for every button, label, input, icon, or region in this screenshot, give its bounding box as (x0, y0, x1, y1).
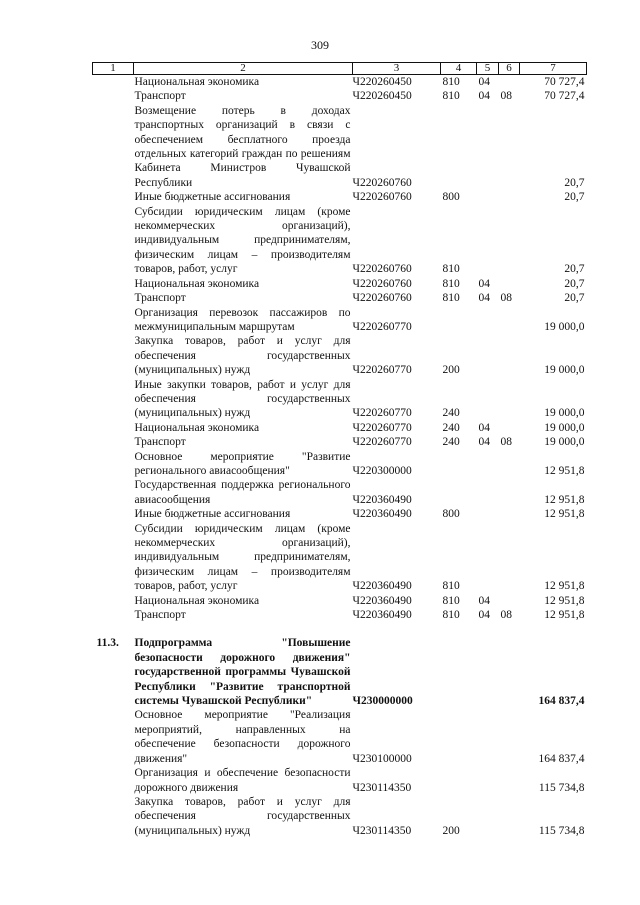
item-name: Иные бюджетные ассигнования (134, 191, 291, 204)
table-row (93, 766, 587, 795)
subsection-code (499, 450, 520, 479)
section-code (477, 795, 499, 838)
page-number: 309 (311, 38, 329, 52)
expense-type: 810 (442, 263, 460, 276)
target-code: Ч220260760 (352, 263, 412, 276)
amount: 164 837,4 (538, 695, 585, 708)
section-code: 04 (478, 76, 490, 88)
target-code: Ч220260770 (352, 320, 412, 333)
table-row (93, 522, 587, 594)
table-row (93, 478, 587, 507)
expense-type (441, 636, 477, 708)
target-code: Ч220360490 (352, 493, 412, 506)
target-code: Ч220260450 (352, 76, 412, 88)
item-name: Основное мероприятие "Развитие регионального авиасообщения" (134, 450, 351, 477)
target-code: Ч220260450 (352, 90, 412, 103)
target-code: Ч220260770 (352, 421, 412, 434)
table-row (93, 205, 587, 277)
expense-type: 240 (442, 436, 460, 449)
amount: 20,7 (564, 292, 585, 305)
item-name: Транспорт (134, 90, 186, 103)
amount: 19 000,0 (544, 421, 585, 434)
subsection-code (499, 594, 520, 608)
expense-type: 810 (442, 594, 460, 607)
target-code: Ч220360490 (352, 609, 412, 622)
amount: 12 951,8 (544, 508, 585, 521)
target-code: Ч230100000 (352, 752, 412, 765)
amount: 20,7 (564, 191, 585, 204)
expense-type (441, 306, 477, 335)
section-code (477, 190, 499, 204)
section-number (93, 291, 134, 305)
expense-type (441, 104, 477, 190)
section-code: 04 (478, 90, 490, 103)
table-row (93, 291, 587, 305)
section-code (477, 507, 499, 521)
target-code: Ч220360490 (352, 580, 412, 593)
subsection-code: 08 (500, 292, 512, 305)
item-name: Основное мероприятие "Реализация мероприятий, направленных на обеспечение безопасности дорожного движения" (134, 709, 351, 765)
section-code (477, 450, 499, 479)
table-row (93, 507, 587, 521)
target-code: Ч220260760 (352, 277, 412, 290)
table-row (93, 190, 587, 204)
expense-type (441, 708, 477, 766)
subsection-code (499, 334, 520, 377)
amount: 12 951,8 (544, 594, 585, 607)
expense-type: 810 (442, 90, 460, 103)
target-code: Ч220260760 (352, 191, 412, 204)
target-code: Ч220360490 (352, 594, 412, 607)
budget-table (92, 62, 587, 838)
subsection-code (499, 378, 520, 421)
amount: 70 727,4 (544, 76, 585, 88)
section-number (93, 89, 134, 103)
table-body (93, 75, 587, 839)
expense-type (441, 478, 477, 507)
target-code: Ч220260760 (352, 292, 412, 305)
section-number (93, 306, 134, 335)
section-number (93, 795, 134, 838)
item-name: Субсидии юридическим лицам (кроме некоммерческих организаций), индивидуальным предпринимателям, физическим лицам – производителям товаров, работ, услуг (134, 205, 351, 276)
section-number (93, 378, 134, 421)
section-number (93, 205, 134, 277)
target-code: Ч230114350 (352, 781, 412, 794)
expense-type: 810 (442, 76, 460, 88)
section-number (93, 594, 134, 608)
section-number (93, 334, 134, 377)
table-row (93, 708, 587, 766)
item-name: Национальная экономика (134, 421, 260, 434)
subsection-code (499, 522, 520, 594)
amount: 115 734,8 (538, 781, 585, 794)
amount: 19 000,0 (544, 436, 585, 449)
expense-type: 200 (442, 824, 460, 837)
item-name: Иные бюджетные ассигнования (134, 508, 291, 521)
section-number: 11.3. (96, 637, 119, 650)
item-name: Национальная экономика (134, 594, 260, 607)
amount: 12 951,8 (544, 609, 585, 622)
subsection-code (499, 478, 520, 507)
expense-type: 200 (442, 364, 460, 377)
section-number (93, 608, 134, 622)
item-name: Возмещение потерь в доходах транспортных организаций в связи с обеспечением бесплатного проезда отдельных категорий граждан по решениям Кабинета Министров Чувашской Республики (134, 104, 351, 189)
section-code (477, 378, 499, 421)
header-col-4: 4 (441, 63, 477, 75)
section-code: 04 (478, 277, 490, 290)
header-col-3: 3 (353, 63, 441, 75)
section-number (93, 104, 134, 190)
header-col-7: 7 (520, 63, 587, 75)
amount: 164 837,4 (538, 752, 585, 765)
table-row (93, 378, 587, 421)
subsection-code: 08 (500, 436, 512, 449)
section-number (93, 435, 134, 449)
section-code (477, 104, 499, 190)
section-code (477, 205, 499, 277)
subsection-code (499, 306, 520, 335)
header-col-1: 1 (93, 63, 134, 75)
table-row (93, 421, 587, 435)
subsection-code (499, 104, 520, 190)
expense-type: 240 (442, 421, 460, 434)
subsection-code (499, 205, 520, 277)
section-code (477, 478, 499, 507)
amount: 70 727,4 (544, 90, 585, 103)
target-code: Ч220260770 (352, 407, 412, 420)
table-row (93, 608, 587, 622)
target-code: Ч220260770 (352, 436, 412, 449)
section-number (93, 190, 134, 204)
target-code: Ч220260760 (352, 176, 412, 189)
expense-type: 240 (442, 407, 460, 420)
subsection-code (499, 708, 520, 766)
table-row (93, 435, 587, 449)
item-name: Иные закупки товаров, работ и услуг для обеспечения государственных (муниципальных) нужд (134, 378, 351, 420)
item-name: Государственная поддержка регионального авиасообщения (134, 479, 351, 506)
target-code: Ч220260770 (352, 364, 412, 377)
table-row (93, 795, 587, 838)
section-code (477, 708, 499, 766)
amount: 20,7 (564, 263, 585, 276)
section-number (93, 75, 134, 90)
amount: 19 000,0 (544, 320, 585, 333)
section-number (93, 766, 134, 795)
expense-type: 810 (442, 292, 460, 305)
table-row (93, 334, 587, 377)
subsection-code (499, 766, 520, 795)
subsection-code (499, 507, 520, 521)
expense-type: 810 (442, 580, 460, 593)
section-number (93, 478, 134, 507)
section-code (477, 766, 499, 795)
item-name: Национальная экономика (134, 76, 260, 88)
subsection-code (499, 190, 520, 204)
amount: 19 000,0 (544, 407, 585, 420)
section-code: 04 (478, 421, 490, 434)
header-col-2: 2 (134, 63, 353, 75)
item-name: Организация и обеспечение безопасности дорожного движения (134, 767, 351, 794)
subsection-code: 08 (500, 90, 512, 103)
target-code: Ч220360490 (352, 508, 412, 521)
section-code: 04 (478, 292, 490, 305)
table-row (93, 450, 587, 479)
table-row (93, 89, 587, 103)
item-name: Транспорт (134, 609, 186, 622)
subsection-code (499, 277, 520, 291)
target-code: Ч230000000 (352, 695, 413, 708)
target-code: Ч230114350 (352, 824, 412, 837)
section-code (477, 306, 499, 335)
amount: 115 734,8 (538, 824, 585, 837)
table-row (93, 306, 587, 335)
item-name: Организация перевозок пассажиров по межмуниципальным маршрутам (134, 306, 351, 333)
section-number (93, 507, 134, 521)
amount: 19 000,0 (544, 364, 585, 377)
subsection-code (499, 421, 520, 435)
target-code: Ч220300000 (352, 464, 412, 477)
item-name: Национальная экономика (134, 277, 260, 290)
item-name: Подпрограмма "Повышение безопасности дорожного движения" государственной программы Чувашской Республики "Развитие транспортной системы Чувашской Республики" (134, 637, 351, 708)
table-row (93, 277, 587, 291)
amount: 20,7 (564, 176, 585, 189)
section-code (477, 636, 499, 708)
section-code: 04 (478, 609, 490, 622)
section-number (93, 450, 134, 479)
table-spacer-row (93, 622, 587, 636)
item-name: Транспорт (134, 292, 186, 305)
section-code: 04 (478, 594, 490, 607)
section-code (477, 334, 499, 377)
section-number (93, 421, 134, 435)
section-code: 04 (478, 436, 490, 449)
subsection-code (499, 795, 520, 838)
amount: 12 951,8 (544, 580, 585, 593)
item-name: Закупка товаров, работ и услуг для обеспечения государственных (муниципальных) нужд (134, 795, 351, 837)
expense-type: 810 (442, 609, 460, 622)
subsection-code: 08 (500, 609, 512, 622)
table-row (93, 104, 587, 190)
table-row (93, 75, 587, 90)
expense-type (441, 766, 477, 795)
section-code (477, 522, 499, 594)
expense-type: 800 (442, 508, 460, 521)
section-number (93, 708, 134, 766)
expense-type: 800 (442, 191, 460, 204)
amount: 12 951,8 (544, 464, 585, 477)
expense-type: 810 (442, 277, 460, 290)
subsection-code (499, 75, 520, 90)
section-number (93, 522, 134, 594)
expense-type (441, 450, 477, 479)
amount: 12 951,8 (544, 493, 585, 506)
table-row (93, 594, 587, 608)
table-header (93, 63, 587, 75)
header-col-6: 6 (499, 63, 520, 75)
amount: 20,7 (564, 277, 585, 290)
header-col-5: 5 (477, 63, 499, 75)
item-name: Закупка товаров, работ и услуг для обеспечения государственных (муниципальных) нужд (134, 335, 351, 377)
item-name: Субсидии юридическим лицам (кроме некоммерческих организаций), индивидуальным предпринимателям, физическим лицам – производителям товаров, работ, услуг (134, 522, 351, 593)
table-row (93, 636, 587, 708)
section-number (93, 277, 134, 291)
item-name: Транспорт (134, 436, 186, 449)
subsection-code (499, 636, 520, 708)
